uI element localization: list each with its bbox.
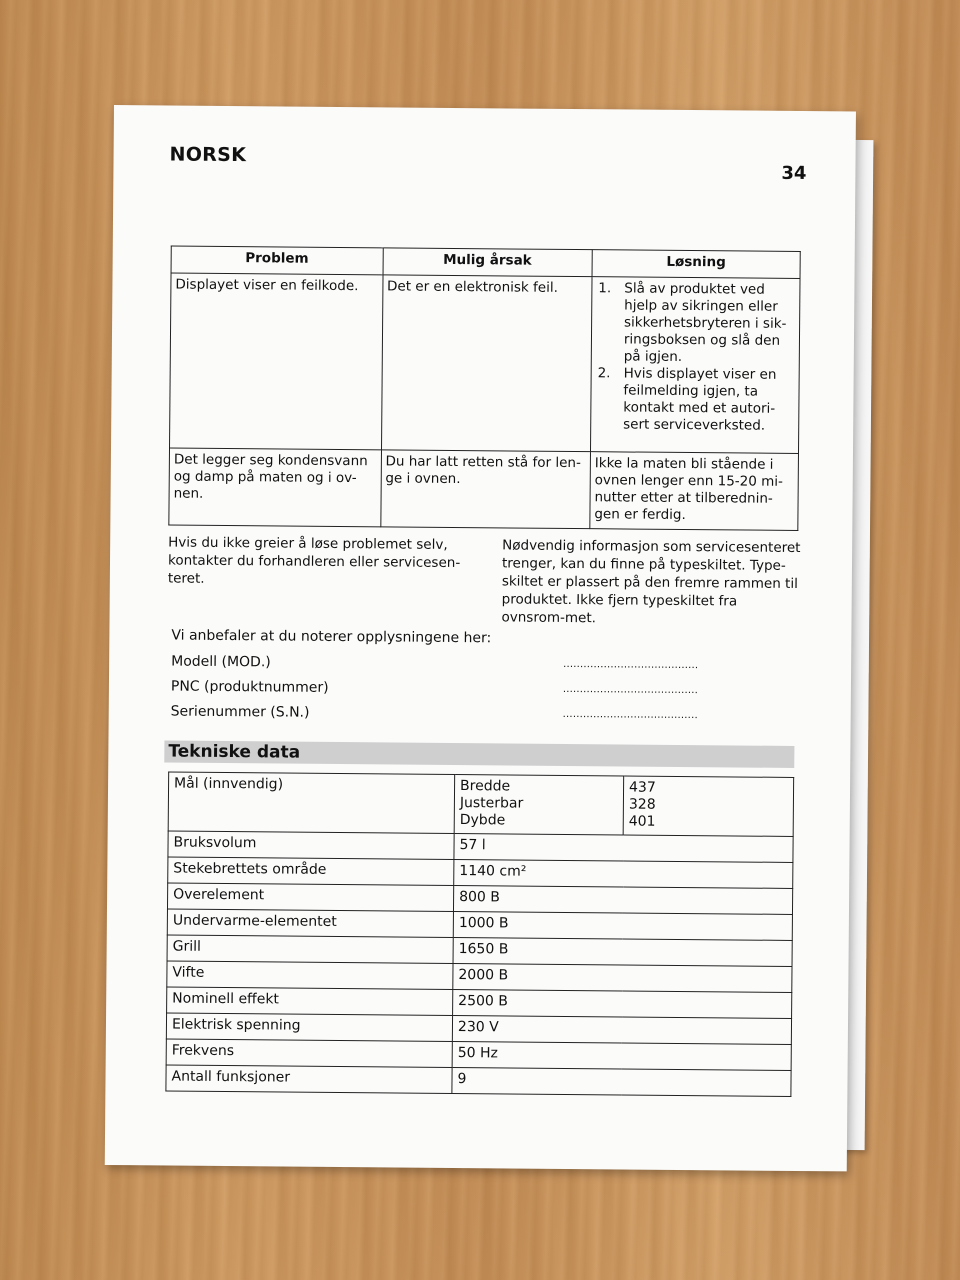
spec-label: Overelement: [167, 883, 453, 911]
spec-label: Grill: [167, 935, 453, 963]
spec-value: 1000 B: [453, 911, 792, 940]
dimension-value: 437: [628, 779, 656, 796]
table-row: [166, 1065, 791, 1096]
help-paragraph-left: Hvis du ikke greier å løse problemet selv, kontakter du forhandleren eller servicesen-teret.: [167, 534, 461, 587]
solution-cell: Ikke la maten bli stående i ovnen lenger enn 15-20 mi-nutter etter at tilberednin-gen er ferdig.: [590, 452, 799, 531]
table-row: [170, 273, 801, 453]
dimension-values: [623, 776, 794, 836]
technical-data-table: [165, 771, 794, 1096]
record-field-model: [171, 653, 731, 672]
column-header-problem: Problem: [171, 246, 383, 275]
spec-label: Bruksvolum: [168, 831, 454, 859]
section-title: Tekniske data: [168, 741, 301, 763]
cause-cell: Du har latt retten stå for len-ge i ovnen.: [380, 450, 590, 529]
record-field-label: Serienummer (S.N.): [170, 703, 310, 721]
step-number: 1.: [598, 280, 612, 297]
solution-step: [595, 365, 795, 435]
record-field-label: PNC (produktnummer): [170, 678, 329, 696]
record-field-pnc: [170, 678, 731, 697]
spec-label: Undervarme-elementet: [167, 909, 453, 937]
record-field-dots: ........................................: [562, 708, 698, 722]
dimension-name: Dybde: [459, 812, 506, 829]
table-row: [169, 448, 799, 530]
step-number: 2.: [597, 365, 611, 382]
column-header-cause: Mulig årsak: [383, 248, 593, 277]
spec-value: 1650 B: [453, 937, 792, 966]
spec-label: Frekvens: [166, 1039, 452, 1067]
cause-cell: Det er en elektronisk feil.: [381, 275, 592, 452]
record-field-serial: [170, 703, 731, 722]
solution-cell: [590, 277, 800, 454]
spec-value: 230 V: [452, 1015, 791, 1044]
spec-value: 800 B: [453, 885, 792, 914]
record-field-label: Modell (MOD.): [171, 653, 271, 671]
spec-label: Nominell effekt: [167, 987, 453, 1015]
spec-value: 50 Hz: [452, 1041, 791, 1070]
record-field-dots: ........................................: [563, 658, 699, 672]
dimension-names: [454, 774, 624, 834]
spec-value: 1140 cm²: [454, 859, 793, 888]
spec-label: Mål (innvendig): [168, 772, 455, 833]
spec-value: 2500 B: [453, 989, 792, 1018]
solution-steps: [595, 280, 795, 435]
help-paragraph-right: Nødvendig informasjon som servicesenteret trenger, kan du finne på typeskiltet. Type-skiltet er plassert på den fremre rammen til produktet. Ikke fjern typeskiltet fra ovnsrom-met.: [501, 537, 801, 627]
dimension-value: 401: [628, 813, 656, 830]
dimension-name: Bredde: [460, 778, 511, 795]
dimension-name: Justerbar: [459, 795, 524, 812]
spec-label: Antall funksjoner: [166, 1065, 452, 1093]
section-header-bar: [164, 740, 794, 767]
table-row: [168, 772, 793, 836]
spec-label: Stekebrettets område: [168, 857, 454, 885]
page-language-header: NORSK: [169, 143, 247, 167]
dimension-value: 328: [628, 796, 656, 813]
spec-value: 9: [452, 1067, 791, 1096]
spec-value: 2000 B: [453, 963, 792, 992]
step-text: Hvis displayet viser en feilmelding igjen, ta kontakt med et autori-sert serviceverksted.: [623, 365, 777, 434]
page-number: 34: [781, 162, 807, 185]
problem-cell: Displayet viser en feilkode.: [170, 273, 383, 450]
troubleshooting-table: [168, 246, 800, 531]
record-field-dots: ........................................: [562, 683, 699, 697]
manual-page: [105, 105, 856, 1171]
record-intro: Vi anbefaler at du noterer opplysningene her:: [171, 627, 492, 647]
solution-step: [596, 280, 796, 367]
spec-label: Vifte: [167, 961, 453, 989]
spec-value: 57 l: [454, 833, 793, 862]
step-text: Slå av produktet ved hjelp av sikringen eller sikkerhetsbryteren i sik-ringsboksen og slå den på igjen.: [623, 280, 787, 365]
column-header-solution: Løsning: [592, 250, 800, 279]
problem-cell: Det legger seg kondensvann og damp på maten og i ov-nen.: [169, 448, 381, 527]
spec-label: Elektrisk spenning: [166, 1013, 452, 1041]
